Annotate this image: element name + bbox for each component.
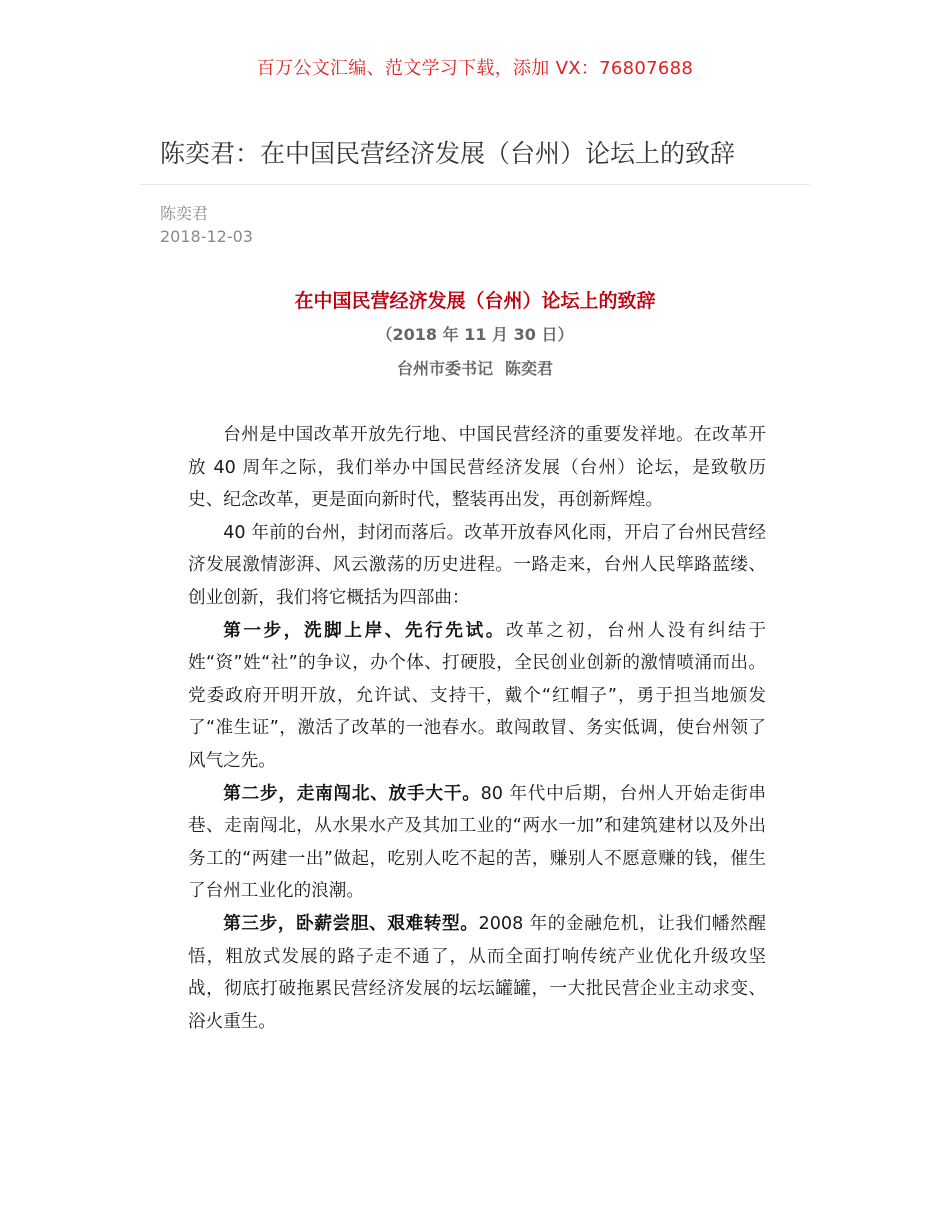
paragraph-lead: 第三步，卧薪尝胆、艰难转型。 xyxy=(223,913,479,934)
body-paragraph xyxy=(188,615,766,778)
promo-banner: 百万公文汇编、范文学习下载，添加 VX：76807688 xyxy=(256,58,694,79)
body-paragraph xyxy=(188,517,766,615)
article-date: 2018-12-03 xyxy=(160,227,253,246)
paragraph-text: 40 年前的台州，封闭而落后。改革开放春风化雨，开启了台州民营经济发展激情澎湃、风云激荡的历史进程。一路走来，台州人民筚路蓝缕、创业创新，我们将它概括为四部曲： xyxy=(188,522,766,608)
document-author-name: 陈奕君 xyxy=(505,359,554,378)
title-divider xyxy=(140,184,810,185)
paragraph-text: 台州是中国改革开放先行地、中国民营经济的重要发祥地。在改革开放 40 周年之际，我们举办中国民营经济发展（台州）论坛，是致敬历史、纪念改革，更是面向新时代，整装再出发，再创新辉煌。 xyxy=(188,425,766,511)
document-heading: 在中国民营经济发展（台州）论坛上的致辞 xyxy=(294,290,656,312)
paragraph-text: 2008 年的金融危机，让我们幡然醒悟，粗放式发展的路子走不通了，从而全面打响传统产业优化升级攻坚战，彻底打破拖累民营经济发展的坛坛罐罐，一大批民营企业主动求变、浴火重生。 xyxy=(188,913,766,1032)
article-title: 陈奕君：在中国民营经济发展（台州）论坛上的致辞 xyxy=(160,139,736,168)
document-body xyxy=(188,419,766,1038)
document-date: （2018 年 11 月 30 日） xyxy=(376,325,574,344)
document-author-line xyxy=(0,355,950,383)
paragraph-lead: 第二步，走南闯北、放手大干。 xyxy=(223,783,481,804)
body-paragraph xyxy=(188,778,766,908)
article-meta xyxy=(160,202,253,248)
body-paragraph xyxy=(188,908,766,1038)
body-paragraph xyxy=(188,419,766,517)
paragraph-text: 改革之初，台州人没有纠结于姓“资”姓“社”的争议，办个体、打硬股，全民创业创新的激情喷涌而出。党委政府开明开放，允许试、支持干，戴个“红帽子”，勇于担当地颁发了“准生证”，激活了改革的一池春水。敢闯敢冒、务实低调，使台州领了风气之先。 xyxy=(188,620,766,771)
article-author: 陈奕君 xyxy=(160,204,209,223)
paragraph-lead: 第一步，洗脚上岸、先行先试。 xyxy=(223,620,506,641)
paragraph-text: 80 年代中后期，台州人开始走街串巷、走南闯北，从水果水产及其加工业的“两水一加”和建筑建材以及外出务工的“两建一出”做起，吃别人吃不起的苦，赚别人不愿意赚的钱，催生了台州工业化的浪潮。 xyxy=(188,783,766,902)
document-author-title: 台州市委书记 xyxy=(396,359,493,378)
